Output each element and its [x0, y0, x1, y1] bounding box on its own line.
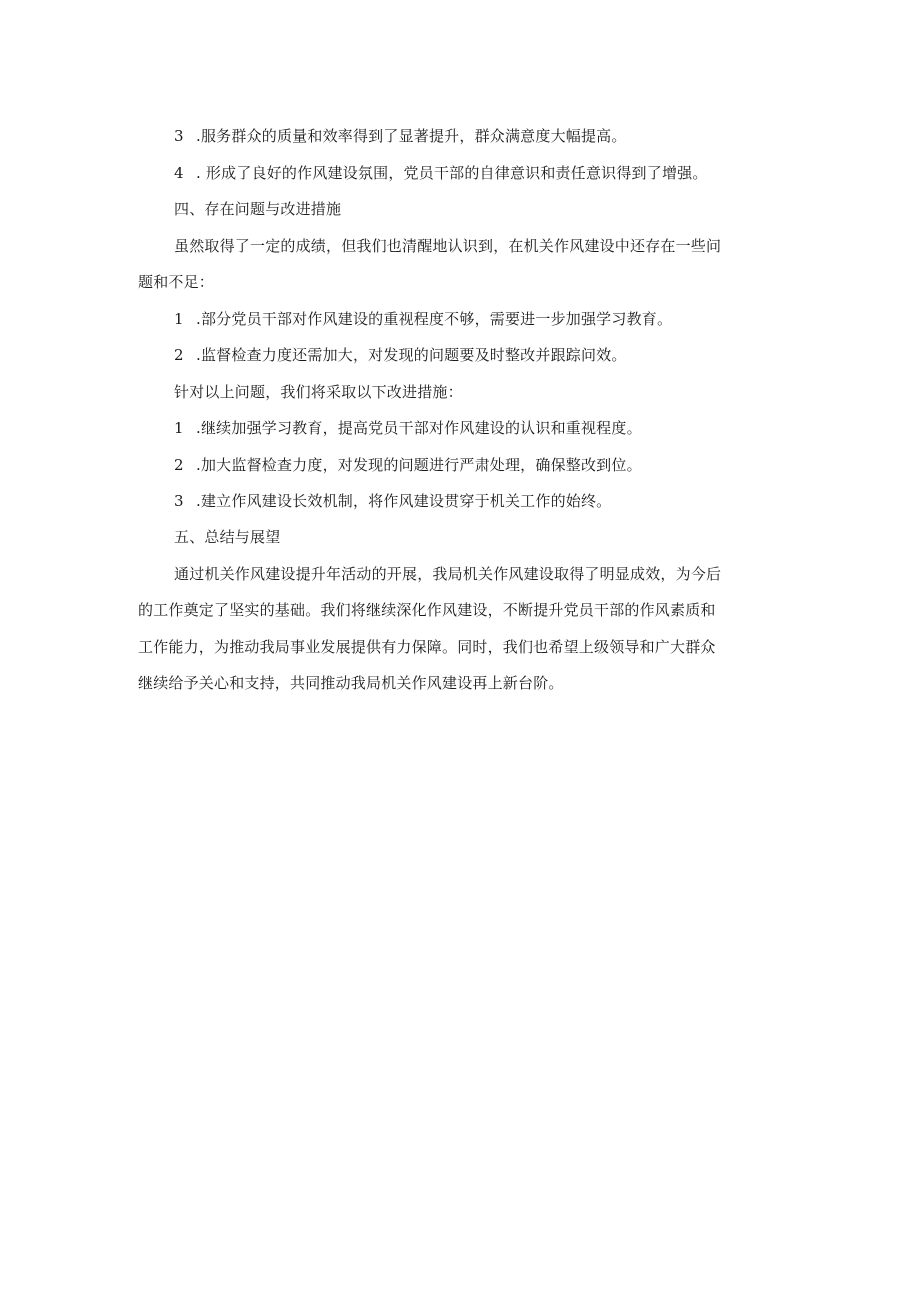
- list-item-number: 2: [174, 346, 184, 364]
- paragraph-line: 通过机关作风建设提升年活动的开展，我局机关作风建设取得了明显成效，为今后: [174, 565, 722, 583]
- list-item: [174, 455, 642, 475]
- section-heading: 四、存在问题与改进措施: [174, 200, 342, 218]
- paragraph-line: 题和不足：: [138, 273, 215, 291]
- paragraph-line: 针对以上问题，我们将采取以下改进措施：: [174, 383, 463, 401]
- list-item-number: 2: [174, 456, 184, 474]
- list-item: [174, 345, 627, 365]
- paragraph-line: 继续给予关心和支持，共同推动我局机关作风建设再上新台阶。: [138, 674, 564, 692]
- section-heading: 五、总结与展望: [174, 528, 281, 546]
- list-item-number: 1: [174, 419, 184, 437]
- list-item: [174, 309, 672, 329]
- paragraph-line: 工作能力，为推动我局事业发展提供有力保障。同时，我们也希望上级领导和广大群众: [138, 638, 716, 656]
- list-item: [174, 491, 611, 511]
- list-item-text: .加大监督检查力度，对发现的问题进行严肃处理，确保整改到位。: [196, 456, 642, 474]
- list-item-text: .服务群众的质量和效率得到了显著提升，群众满意度大幅提高。: [196, 127, 627, 145]
- list-item: [174, 163, 708, 183]
- paragraph-line: 虽然取得了一定的成绩，但我们也清醒地认识到，在机关作风建设中还存在一些问: [174, 237, 722, 255]
- list-item-number: 4: [174, 164, 184, 182]
- list-item-text: .继续加强学习教育，提高党员干部对作风建设的认识和重视程度。: [196, 419, 642, 437]
- list-item-text: .监督检查力度还需加大，对发现的问题要及时整改并跟踪问效。: [196, 346, 627, 364]
- list-item-text: .建立作风建设长效机制，将作风建设贯穿于机关工作的始终。: [196, 492, 612, 510]
- list-item-text: . 形成了良好的作风建设氛围，党员干部的自律意识和责任意识得到了增强。: [196, 164, 708, 182]
- list-item-number: 3: [174, 492, 184, 510]
- list-item-number: 1: [174, 310, 184, 328]
- list-item: [174, 418, 642, 438]
- paragraph-line: 的工作奠定了坚实的基础。我们将继续深化作风建设，不断提升党员干部的作风素质和: [138, 601, 716, 619]
- list-item-number: 3: [174, 127, 184, 145]
- list-item-text: .部分党员干部对作风建设的重视程度不够，需要进一步加强学习教育。: [196, 310, 673, 328]
- list-item: [174, 126, 627, 146]
